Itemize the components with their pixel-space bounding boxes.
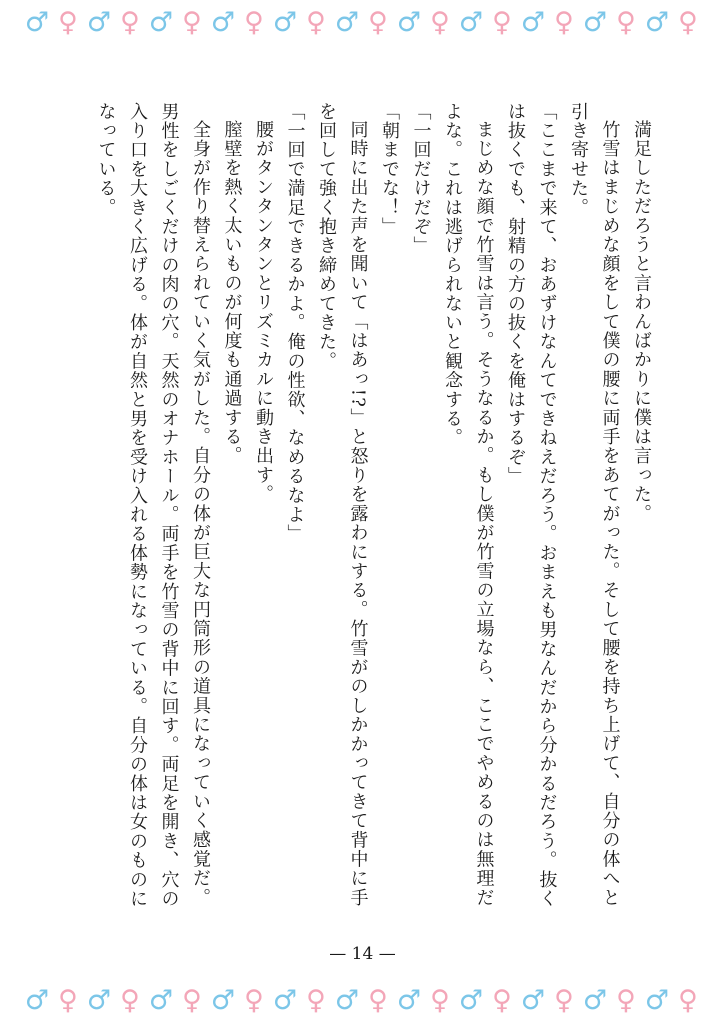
male-symbol-icon: ♂ <box>458 7 484 38</box>
male-symbol-icon: ♂ <box>644 7 670 38</box>
female-symbol-icon: ♀ <box>244 985 264 1016</box>
paragraph: まじめな顔で竹雪は言う。そうなるか。もし僕が竹雪の立場なら、ここでやめるのは無理だよな。これは逃げられないと観念する。 <box>442 102 495 908</box>
male-symbol-icon: ♂ <box>148 985 174 1016</box>
female-symbol-icon: ♀ <box>182 985 202 1016</box>
female-symbol-icon: ♀ <box>368 7 388 38</box>
female-symbol-icon: ♀ <box>492 985 512 1016</box>
female-symbol-icon: ♀ <box>554 7 574 38</box>
male-symbol-icon: ♂ <box>644 985 670 1016</box>
male-symbol-icon: ♂ <box>272 7 298 38</box>
bottom-border <box>0 984 725 1018</box>
male-symbol-icon: ♂ <box>210 985 236 1016</box>
paragraph: 満足しただろうと言わんばかりに僕は言った。 <box>631 120 652 524</box>
female-symbol-icon: ♀ <box>616 7 636 38</box>
male-symbol-icon: ♂ <box>24 7 50 38</box>
female-symbol-icon: ♀ <box>554 985 574 1016</box>
page-number: — 14 — <box>329 944 396 964</box>
female-symbol-icon: ♀ <box>492 7 512 38</box>
male-symbol-icon: ♂ <box>272 985 298 1016</box>
male-symbol-icon: ♂ <box>396 7 422 38</box>
female-symbol-icon: ♀ <box>306 985 326 1016</box>
body-text <box>67 102 657 922</box>
top-border <box>0 6 725 40</box>
male-symbol-icon: ♂ <box>148 7 174 38</box>
female-symbol-icon: ♀ <box>120 985 140 1016</box>
male-symbol-icon: ♂ <box>458 985 484 1016</box>
dialogue-line: 「朝までな！」 <box>379 102 400 237</box>
male-symbol-icon: ♂ <box>520 7 546 38</box>
female-symbol-icon: ♀ <box>58 7 78 38</box>
male-symbol-icon: ♂ <box>582 7 608 38</box>
female-symbol-icon: ♀ <box>182 7 202 38</box>
female-symbol-icon: ♀ <box>430 985 450 1016</box>
paragraph: 同時に出た声を聞いて「はあっ!?」と怒りを露わにする。竹雪がのしかかってきて背中に手を回して強く抱き締めてきた。 <box>316 102 369 908</box>
paragraph: 膣壁を熱く太いものが何度も通過する。 <box>221 120 243 466</box>
female-symbol-icon: ♀ <box>306 7 326 38</box>
male-symbol-icon: ♂ <box>334 7 360 38</box>
female-symbol-icon: ♀ <box>430 7 450 38</box>
female-symbol-icon: ♀ <box>616 985 636 1016</box>
male-symbol-icon: ♂ <box>86 985 112 1016</box>
dialogue-line: 「一回で満足できるかよ。俺の性欲、なめるなよ」 <box>284 102 306 544</box>
male-symbol-icon: ♂ <box>520 985 546 1016</box>
paragraph: 竹雪はまじめな顔をして僕の腰に両手をあてがった。そして腰を持ち上げて、自分の体へと引き寄せた。 <box>568 102 621 908</box>
female-symbol-icon: ♀ <box>678 985 698 1016</box>
paragraph: 全身が作り替えられていく気がした。自分の体が巨大な円筒形の道具になっていく感覚だ。男性をしごくだけの肉の穴。天然のオナホール。両手を竹雪の背中に回す。両足を開き、穴の入り口を大きく広げる。体が自然と男を受け入れる体勢になっている。自分の体は女のものになっている。 <box>95 102 211 909</box>
female-symbol-icon: ♀ <box>678 7 698 38</box>
male-symbol-icon: ♂ <box>210 7 236 38</box>
male-symbol-icon: ♂ <box>396 985 422 1016</box>
male-symbol-icon: ♂ <box>334 985 360 1016</box>
male-symbol-icon: ♂ <box>582 985 608 1016</box>
dialogue-line: 「一回だけだぞ」 <box>410 102 432 256</box>
male-symbol-icon: ♂ <box>86 7 112 38</box>
female-symbol-icon: ♀ <box>368 985 388 1016</box>
paragraph: 腰がタンタンタンとリズミカルに動き出す。 <box>253 120 274 504</box>
female-symbol-icon: ♀ <box>58 985 78 1016</box>
male-symbol-icon: ♂ <box>24 985 50 1016</box>
dialogue-line: 「ここまで来て、おあずけなんてできねえだろう。おまえも男なんだから分かるだろう。抜くは抜くでも、射精の方の抜くを俺はするぞ」 <box>505 102 558 909</box>
female-symbol-icon: ♀ <box>120 7 140 38</box>
female-symbol-icon: ♀ <box>244 7 264 38</box>
